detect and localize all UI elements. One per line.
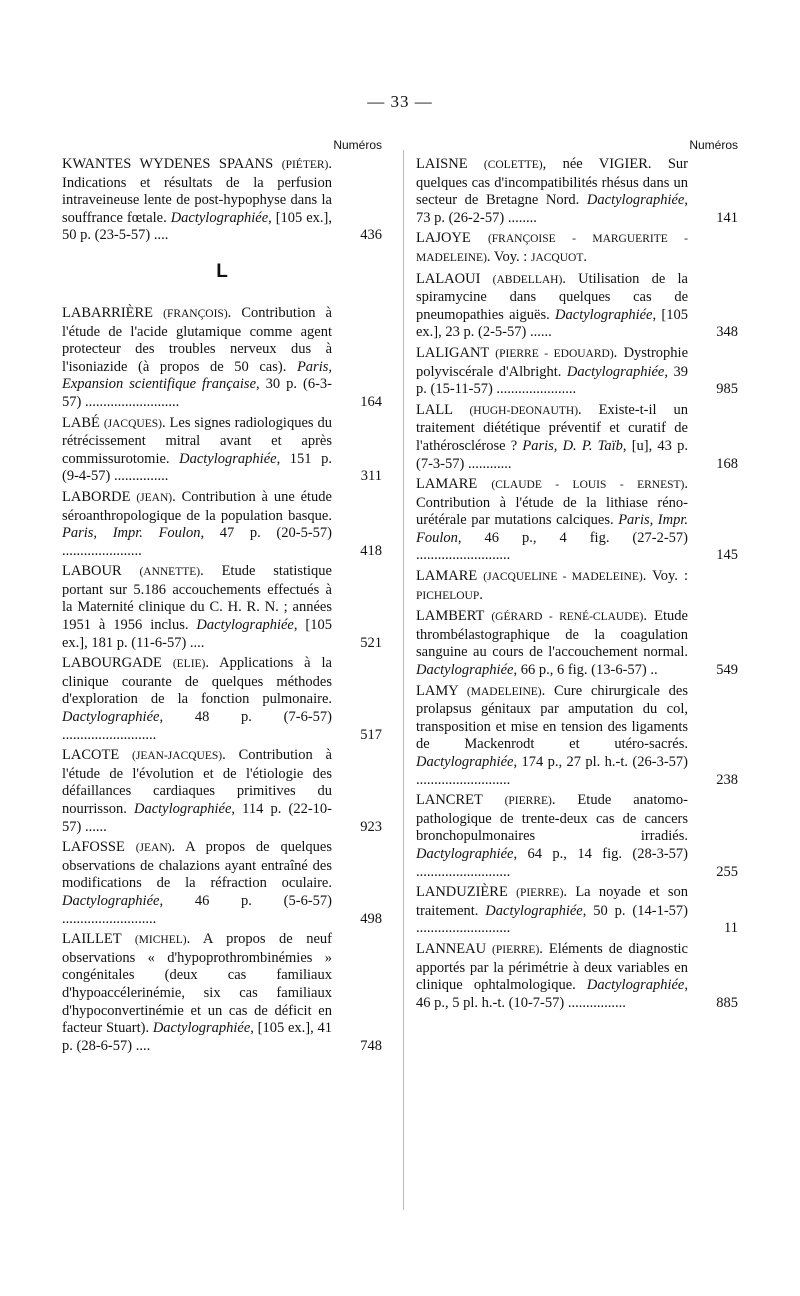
author-surname: LANDUZIÈRE — [416, 884, 517, 901]
entry-number: 498 — [360, 910, 382, 927]
entry-publisher: Dactylographiée — [62, 709, 160, 726]
author-given-name: (PIÉTER) — [281, 159, 329, 171]
entry-details: , 47 p. (20-5-57) ...................... — [62, 525, 332, 559]
author-surname: LAJOYE — [416, 230, 488, 247]
entry-publisher: Dactylographiée — [555, 306, 653, 323]
index-entry — [416, 941, 738, 1012]
entry-publisher: Dactylographiée — [566, 363, 665, 380]
entry-details: , 174 p., 27 pl. h.-t. (26-3-57) .......................... — [416, 754, 688, 788]
entry-title: . Les signes radiologiques du rétrécissement mitral avant et après commissurotomie. — [62, 414, 332, 467]
entry-details: , [105 ex.], 23 p. (2-5-57) ...... — [416, 306, 688, 341]
index-entry — [62, 747, 382, 836]
author-given-name: (MADELEINE) — [466, 685, 542, 698]
column-divider — [403, 150, 404, 1210]
entry-publisher: Dactylographiée — [416, 662, 514, 679]
author-surname: LALL — [416, 401, 470, 418]
cross-reference: PICHELOUP — [416, 589, 480, 602]
cross-reference: JACQUOT — [530, 251, 584, 264]
entry-details: . — [583, 248, 587, 265]
author-given-name: (JACQUES) — [103, 417, 162, 430]
entry-number: 255 — [716, 863, 738, 880]
author-given-name: (PIERRE) — [492, 943, 540, 956]
entry-title: . Eléments de diagnostic apportés par la périmétrie à deux variables en clinique ophtalmologique. — [416, 940, 688, 994]
index-entry — [62, 931, 382, 1055]
entry-details: , 66 p., 6 fig. (13-6-57) .. — [513, 662, 658, 679]
entry-publisher: Paris, Impr. Foulon — [416, 512, 688, 546]
entry-title: . A propos de quelques observations de chalazions ayant entraîné des modifications de la réfraction oculaire. — [62, 839, 332, 892]
entry-details: , 151 p. (9-4-57) ............... — [62, 450, 332, 485]
author-surname: LALIGANT — [416, 344, 496, 361]
entry-details: , 30 p. (6-3-57) .......................... — [62, 376, 332, 410]
entry-details: , [u], 43 p. (7-3-57) ............ — [416, 437, 688, 472]
author-surname: LABARRIÈRE — [62, 304, 164, 321]
author-surname: LABORDE — [62, 488, 137, 505]
entry-publisher: Dactylographiée — [586, 977, 685, 994]
entry-number: 549 — [716, 662, 738, 679]
entry-number: 985 — [716, 381, 738, 398]
entry-publisher: Dactylographiée — [485, 902, 583, 919]
index-entry — [62, 415, 382, 486]
entry-number: 521 — [360, 634, 382, 651]
entry-publisher: Dactylographiée — [133, 801, 232, 817]
author-surname: LAMY — [416, 682, 467, 699]
entry-title: . Voy. : — [642, 568, 688, 585]
entry-title: . Dystrophie polyviscérale d'Albright. — [416, 344, 689, 380]
author-given-name: (COLETTE) — [483, 159, 543, 171]
index-entry — [62, 839, 382, 928]
author-surname: LAISNE — [416, 156, 484, 172]
index-entry — [416, 568, 738, 605]
author-surname: LABOURGADE — [62, 655, 173, 672]
author-given-name: (JEAN) — [136, 491, 173, 504]
entry-publisher: Dactylographiée — [416, 845, 514, 862]
author-given-name: (ELIE) — [172, 658, 206, 671]
author-given-name: (JACQUELINE - MADELEINE) — [483, 571, 643, 584]
entry-details: , 46 p. (5-6-57) .......................... — [62, 892, 332, 927]
author-given-name: (PIERRE) — [504, 795, 552, 808]
index-entry — [62, 156, 382, 245]
entry-details: , [105 ex.], 41 p. (28-6-57) .... — [62, 1020, 332, 1054]
entry-title: . Indications et résultats de la perfusion intraveineuse lente de post-hypophyse dans la souffrance fœtale. — [62, 156, 332, 226]
author-surname: LAFOSSE — [62, 839, 136, 856]
entry-title: . Etude anatomo-pathologique de trente-deux cas de cancers bronchopulmonaires irradiés. — [416, 792, 688, 845]
entry-number: 311 — [360, 468, 382, 485]
author-given-name: (FRANÇOISE - MARGUERITE - MADELEINE) — [416, 233, 688, 264]
entry-number: 418 — [360, 542, 382, 559]
entry-number: 168 — [716, 455, 738, 472]
entry-title: . Etude statistique portant sur 5.186 accouchements effectués à la Maternité clinique du C. H. R. N. ; années 1951 à 1956 inclus. — [62, 563, 332, 634]
author-surname: LANNEAU — [416, 940, 493, 957]
entry-details: . — [479, 586, 483, 603]
author-given-name: (HUGH-DEONAUTH) — [469, 404, 579, 417]
entry-number: 11 — [724, 920, 738, 937]
entry-details: , [105 ex.], 181 p. (11-6-57) .... — [62, 617, 332, 651]
column-header: Numéros — [333, 138, 382, 152]
entry-details: , 50 p. (14-1-57) .......................... — [416, 902, 688, 937]
author-given-name: (PIERRE - EDOUARD) — [495, 347, 614, 360]
entry-title: . Contribution à l'étude de l'évolution et de l'étiologie des défaillances cardiaques primitives du nourrisson. — [62, 747, 332, 817]
entry-publisher: Dactylographiée — [62, 892, 160, 909]
entry-title: . Utilisation de la spiramycine dans quelques cas de pneumopathies aiguës. — [416, 270, 688, 323]
entry-details: , 73 p. (26-2-57) ........ — [416, 192, 688, 226]
entry-details: , 46 p., 4 fig. (27-2-57) .......................... — [416, 529, 688, 564]
entry-publisher: Dactylographiée — [152, 1020, 251, 1037]
index-entry — [416, 345, 738, 399]
entry-number: 436 — [360, 227, 382, 244]
entry-number: 348 — [716, 324, 738, 341]
entry-details: , 39 p. (15-11-57) ...................... — [416, 363, 688, 398]
author-given-name: (MICHEL) — [134, 934, 187, 947]
author-surname: LABÉ — [62, 414, 104, 431]
entry-publisher: Paris, Expansion scientifique française — [62, 358, 332, 393]
author-given-name: (PIERRE) — [516, 887, 564, 900]
entry-details: , 48 p. (7-6-57) .......................... — [62, 709, 332, 743]
entry-number: 748 — [360, 1037, 382, 1054]
index-entry — [416, 402, 738, 473]
entry-title: . Voy. : — [486, 248, 531, 265]
entry-number: 145 — [716, 547, 738, 564]
author-surname: KWANTES WYDENES SPAANS — [62, 156, 282, 172]
entry-title: . Existe-t-il un traitement diététique préventif et curatif de l'athérosclérose ? — [416, 401, 688, 454]
entry-title: . A propos de neuf observations « d'hypoprothrombinémies » congénitales (deux cas familiaux d'hypoaccélerinémie, six cas familiaux d'hypoconvertinémie et un cas de déficit en facteur Stuart). — [62, 931, 332, 1037]
author-given-name: (FRANÇOIS) — [163, 307, 228, 320]
author-surname: LACOTE — [62, 747, 133, 764]
author-given-name: (JEAN) — [135, 842, 172, 855]
column-left — [62, 138, 382, 1058]
index-entry — [416, 683, 738, 790]
column-right — [416, 138, 738, 1015]
index-entry — [416, 156, 738, 227]
entry-details: , [105 ex.], 50 p. (23-5-57) .... — [62, 209, 333, 244]
entry-details: , 114 p. (22-10-57) ...... — [62, 801, 332, 835]
entry-title: , née VIGIER. Sur quelques cas d'incompatibilités rhésus dans un secteur de Bretagne Nord. — [416, 156, 688, 209]
index-entry — [416, 884, 738, 938]
index-entry — [416, 230, 738, 267]
author-surname: LAMARE — [416, 476, 492, 493]
index-entry — [62, 489, 382, 560]
author-surname: LAMBERT — [416, 608, 492, 625]
index-entry — [62, 305, 382, 412]
author-given-name: (ANNETTE) — [139, 566, 201, 579]
page-number: — 33 — — [367, 92, 433, 111]
author-given-name: (ABDELLAH) — [492, 273, 563, 286]
index-entry — [416, 476, 738, 565]
section-letter: L — [216, 260, 228, 282]
entry-publisher: Dactylographiée — [170, 209, 269, 226]
index-entry — [62, 655, 382, 744]
author-surname: LAILLET — [62, 931, 135, 948]
entry-number: 885 — [716, 994, 738, 1011]
index-entry — [416, 271, 738, 342]
index-entry — [416, 608, 738, 679]
entry-publisher: Paris, Impr. Foulon — [62, 525, 201, 542]
entry-title: . Contribution à l'étude de la lithiase réno-urétérale par mutations calciques. — [416, 476, 688, 529]
index-entry — [416, 792, 738, 881]
entry-title: . La noyade et son traitement. — [416, 884, 688, 919]
entry-details: , 46 p., 5 pl. h.-t. (10-7-57) ................ — [416, 977, 688, 1011]
entry-number: 238 — [716, 771, 738, 788]
entry-publisher: Dactylographiée — [196, 617, 294, 634]
entry-title: . Applications à la clinique courante de quelques méthodes d'exploration de la fonction pulmonaire. — [62, 655, 332, 708]
entry-number: 141 — [716, 209, 738, 226]
author-given-name: (GÉRARD - RENÉ-CLAUDE) — [491, 611, 644, 624]
entry-publisher: Dactylographiée — [179, 450, 277, 467]
entry-number: 923 — [360, 818, 382, 835]
entry-publisher: Dactylographiée — [416, 754, 514, 770]
entry-publisher: Paris, D. P. Taïb — [522, 437, 623, 454]
entry-number: 517 — [360, 726, 382, 743]
entry-number: 164 — [360, 393, 382, 410]
author-surname: LANCRET — [416, 792, 505, 809]
author-surname: LAMARE — [416, 568, 484, 585]
author-surname: LALAOUI — [416, 270, 493, 287]
entry-title: . Etude thrombélastographique de la coagulation sanguine au cours de l'accouchement normal. — [416, 608, 688, 661]
entry-details: , 64 p., 14 fig. (28-3-57) .......................... — [416, 845, 688, 880]
author-given-name: (JEAN-JACQUES) — [132, 750, 223, 763]
author-given-name: (CLAUDE - LOUIS - ERNEST) — [491, 479, 685, 492]
entry-title: . Contribution à l'étude de l'acide glutamique comme agent protecteur des troubles nerveux dus à l'isoniazide (à propos de 50 cas). — [62, 304, 332, 375]
author-surname: LABOUR — [62, 563, 140, 580]
entry-publisher: Dactylographiée — [586, 192, 685, 209]
entry-title: . Contribution à une étude séroanthropologique de la population basque. — [62, 488, 332, 524]
index-entry — [62, 563, 382, 652]
column-header: Numéros — [689, 138, 738, 152]
entry-title: . Cure chirurgicale des prolapsus génitaux par amputation du col, transposition et mise en tension des ligaments de Mackenrodt et utéro-sacrés. — [416, 682, 688, 753]
